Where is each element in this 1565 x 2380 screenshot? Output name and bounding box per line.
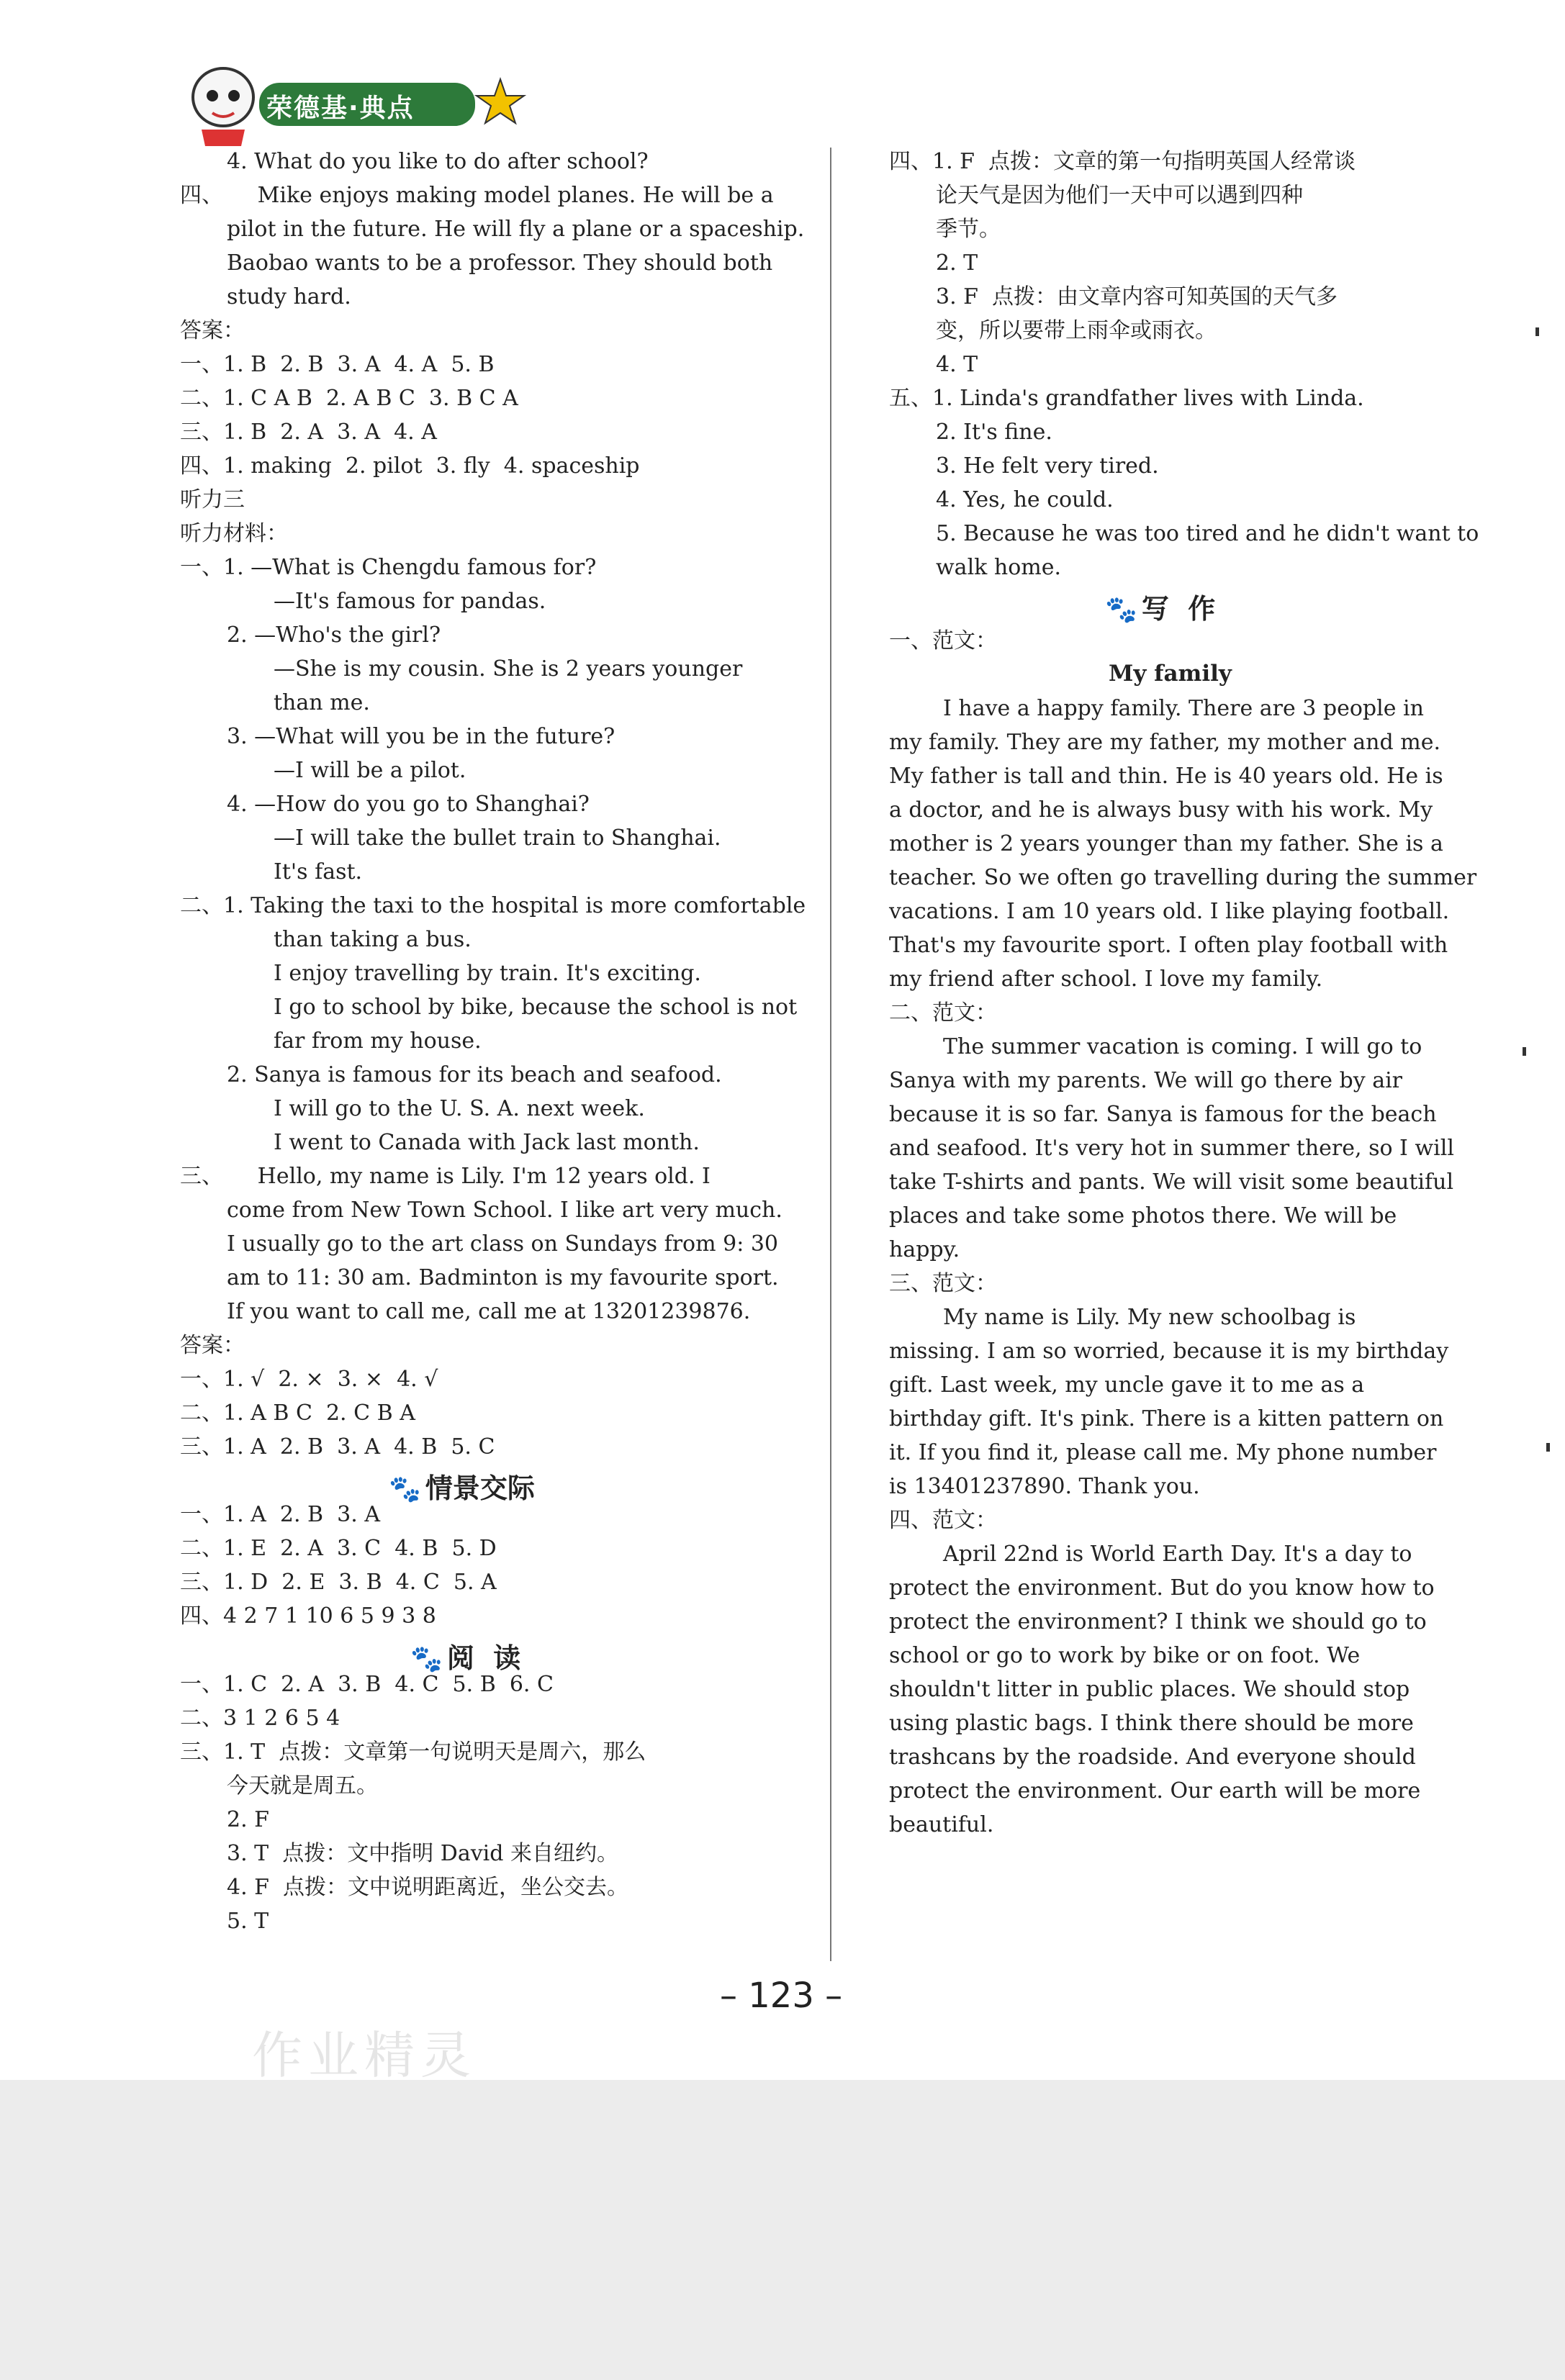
answer-label: 答案：: [180, 1333, 245, 1358]
column-divider: [830, 148, 831, 1961]
margin-speck: [1535, 327, 1539, 336]
watermark-stamp: 作业精灵: [252, 2026, 477, 2085]
text-line: My name is Lily. My new schoolbag is: [943, 1305, 1356, 1330]
text-line: walk home.: [936, 555, 1061, 580]
text-line: —I will take the bullet train to Shanghai.: [274, 825, 721, 851]
text-line: gift. Last week, my uncle gave it to me as a: [889, 1372, 1365, 1398]
text-line: April 22nd is World Earth Day. It's a day to: [943, 1542, 1412, 1567]
text-line: 今天就是周五。: [227, 1773, 378, 1798]
heading-reading: 🐾 阅 读: [410, 1642, 521, 1674]
text-line: 二、范文：: [889, 1000, 997, 1026]
text-line: 三、 Hello, my name is Lily. I'm 12 years old. I: [180, 1164, 711, 1189]
page-bottom-margin: [0, 2080, 1565, 2380]
text-line: it. If you find it, please call me. My phone number: [889, 1440, 1437, 1465]
text-line: 一、1. A 2. B 3. A: [180, 1502, 380, 1527]
text-line: because it is so far. Sanya is famous for the beach: [889, 1102, 1437, 1127]
margin-speck: [1546, 1443, 1550, 1452]
text-line: 二、1. Taking the taxi to the hospital is more comfortable: [180, 893, 806, 918]
text-line: is 13401237890. Thank you.: [889, 1474, 1200, 1499]
star-icon: [477, 79, 524, 123]
text-line: protect the environment. But do you know how to: [889, 1575, 1435, 1601]
text-line: Baobao wants to be a professor. They should both: [227, 250, 773, 276]
text-line: study hard.: [227, 284, 351, 309]
text-line: 2. T: [936, 250, 978, 276]
paw-icon: 🐾: [389, 1475, 421, 1504]
text-line: a doctor, and he is always busy with his work. My: [889, 797, 1433, 823]
text-line: 季节。: [936, 217, 1001, 242]
margin-speck: [1523, 1047, 1526, 1056]
text-line: 三、范文：: [889, 1271, 997, 1296]
text-line: pilot in the future. He will fly a plane or a spaceship.: [227, 217, 805, 242]
text-line: 一、1. √ 2. × 3. × 4. √: [180, 1367, 438, 1392]
heading-situational: 🐾 情景交际: [389, 1472, 535, 1504]
text-line: 四、1. making 2. pilot 3. fly 4. spaceship: [180, 453, 640, 479]
text-line: 2. Sanya is famous for its beach and seafood.: [227, 1062, 722, 1087]
text-line: than taking a bus.: [274, 927, 472, 952]
text-line: come from New Town School. I like art very much.: [227, 1198, 782, 1223]
text-line: vacations. I am 10 years old. I like playing football.: [889, 899, 1450, 924]
text-line: 2. —Who's the girl?: [227, 623, 441, 648]
text-line: 四、1. F 点拨：文章的第一句指明英国人经常谈: [889, 149, 1356, 174]
text-line: 四、4 2 7 1 10 6 5 9 3 8: [180, 1603, 436, 1629]
text-line: 二、1. A B C 2. C B A: [180, 1401, 415, 1426]
text-line: take T-shirts and pants. We will visit some beautiful: [889, 1169, 1454, 1195]
text-line: —It's famous for pandas.: [274, 589, 546, 614]
text-line: I enjoy travelling by train. It's exciting.: [274, 961, 701, 986]
section-label: 听力三: [180, 487, 245, 512]
text-line: I go to school by bike, because the school is not: [274, 995, 798, 1020]
text-line: That's my favourite sport. I often play football with: [889, 933, 1448, 958]
text-line: shouldn't litter in public places. We should stop: [889, 1677, 1410, 1702]
text-line: I have a happy family. There are 3 people in: [943, 696, 1424, 721]
text-line: 3. He felt very tired.: [936, 453, 1159, 479]
text-line: using plastic bags. I think there should be more: [889, 1711, 1414, 1736]
text-line: 一、范文：: [889, 628, 997, 653]
essay-title: My family: [1109, 661, 1232, 687]
text-line: —I will be a pilot.: [274, 758, 466, 783]
page-number: – 123 –: [720, 1976, 843, 2016]
logo-text: 荣德基·典点: [266, 94, 415, 123]
text-line: and seafood. It's very hot in summer there, so I will: [889, 1136, 1454, 1161]
text-line: 三、1. D 2. E 3. B 4. C 5. A: [180, 1570, 497, 1595]
paw-icon: 🐾: [410, 1644, 443, 1674]
text-line: 论天气是因为他们一天中可以遇到四种: [936, 183, 1303, 208]
text-line: birthday gift. It's pink. There is a kitten pattern on: [889, 1406, 1444, 1431]
paw-icon: 🐾: [1105, 595, 1137, 625]
text-line: I will go to the U. S. A. next week.: [274, 1096, 645, 1121]
text-line: 一、1. C 2. A 3. B 4. C 5. B 6. C: [180, 1672, 554, 1697]
text-line: 二、3 1 2 6 5 4: [180, 1706, 340, 1731]
text-line: protect the environment? I think we should go to: [889, 1609, 1427, 1634]
text-line: It's fast.: [274, 859, 363, 884]
text-line: 2. It's fine.: [936, 420, 1052, 445]
text-line: 4. What do you like to do after school?: [227, 149, 649, 174]
text-line: missing. I am so worried, because it is my birthday: [889, 1339, 1449, 1364]
text-line: My father is tall and thin. He is 40 years old. He is: [889, 764, 1443, 789]
text-line: 4. —How do you go to Shanghai?: [227, 792, 590, 817]
text-line: 3. F 点拨：由文章内容可知英国的天气多: [936, 284, 1338, 309]
text-line: my family. They are my father, my mother and me.: [889, 730, 1440, 755]
text-line: 4. T: [936, 352, 978, 377]
text-line: beautiful.: [889, 1812, 994, 1837]
text-line: 三、1. A 2. B 3. A 4. B 5. C: [180, 1434, 495, 1460]
text-line: 5. Because he was too tired and he didn't want to: [936, 521, 1479, 546]
text-line: I went to Canada with Jack last month.: [274, 1130, 700, 1155]
text-line: 一、1. —What is Chengdu famous for?: [180, 555, 597, 580]
text-line: 二、1. C A B 2. A B C 3. B C A: [180, 386, 518, 411]
text-line: far from my house.: [274, 1028, 482, 1054]
text-line: 三、1. T 点拨：文章第一句说明天是周六，那么: [180, 1739, 646, 1765]
text-line: protect the environment. Our earth will be more: [889, 1778, 1421, 1804]
answer-label: 答案：: [180, 318, 245, 343]
text-line: I usually go to the art class on Sundays from 9: 30: [227, 1231, 779, 1257]
text-line: 4. F 点拨：文中说明距离近，坐公交去。: [227, 1875, 629, 1900]
text-line: 五、1. Linda's grandfather lives with Linda.: [889, 386, 1364, 411]
text-line: 四、 Mike enjoys making model planes. He will be a: [180, 183, 774, 208]
text-line: am to 11: 30 am. Badminton is my favourite sport.: [227, 1265, 779, 1290]
text-line: 2. F: [227, 1807, 269, 1832]
text-line: If you want to call me, call me at 13201239876.: [227, 1299, 751, 1324]
text-line: 4. Yes, he could.: [936, 487, 1114, 512]
heading-writing: 🐾 写 作: [1105, 593, 1216, 625]
text-line: trashcans by the roadside. And everyone should: [889, 1745, 1416, 1770]
section-label: 听力材料：: [180, 521, 288, 546]
text-line: school or go to work by bike or on foot. We: [889, 1643, 1361, 1668]
text-line: than me.: [274, 690, 370, 715]
text-line: 三、1. B 2. A 3. A 4. A: [180, 420, 437, 445]
text-line: 3. T 点拨：文中指明 David 来自纽约。: [227, 1841, 618, 1866]
text-line: my friend after school. I love my family.: [889, 967, 1323, 992]
text-line: 5. T: [227, 1909, 269, 1934]
text-line: The summer vacation is coming. I will go to: [943, 1034, 1422, 1059]
text-line: mother is 2 years younger than my father. She is a: [889, 831, 1443, 856]
text-line: 二、1. E 2. A 3. C 4. B 5. D: [180, 1536, 497, 1561]
text-line: Sanya with my parents. We will go there by air: [889, 1068, 1403, 1093]
text-line: 3. —What will you be in the future?: [227, 724, 615, 749]
text-line: places and take some photos there. We will be: [889, 1203, 1397, 1229]
text-line: 一、1. B 2. B 3. A 4. A 5. B: [180, 352, 495, 377]
text-line: 变，所以要带上雨伞或雨衣。: [936, 318, 1217, 343]
text-line: teacher. So we often go travelling during the summer: [889, 865, 1477, 890]
text-line: happy.: [889, 1237, 960, 1262]
text-line: —She is my cousin. She is 2 years younger: [274, 656, 743, 682]
text-line: 四、范文：: [889, 1508, 997, 1533]
